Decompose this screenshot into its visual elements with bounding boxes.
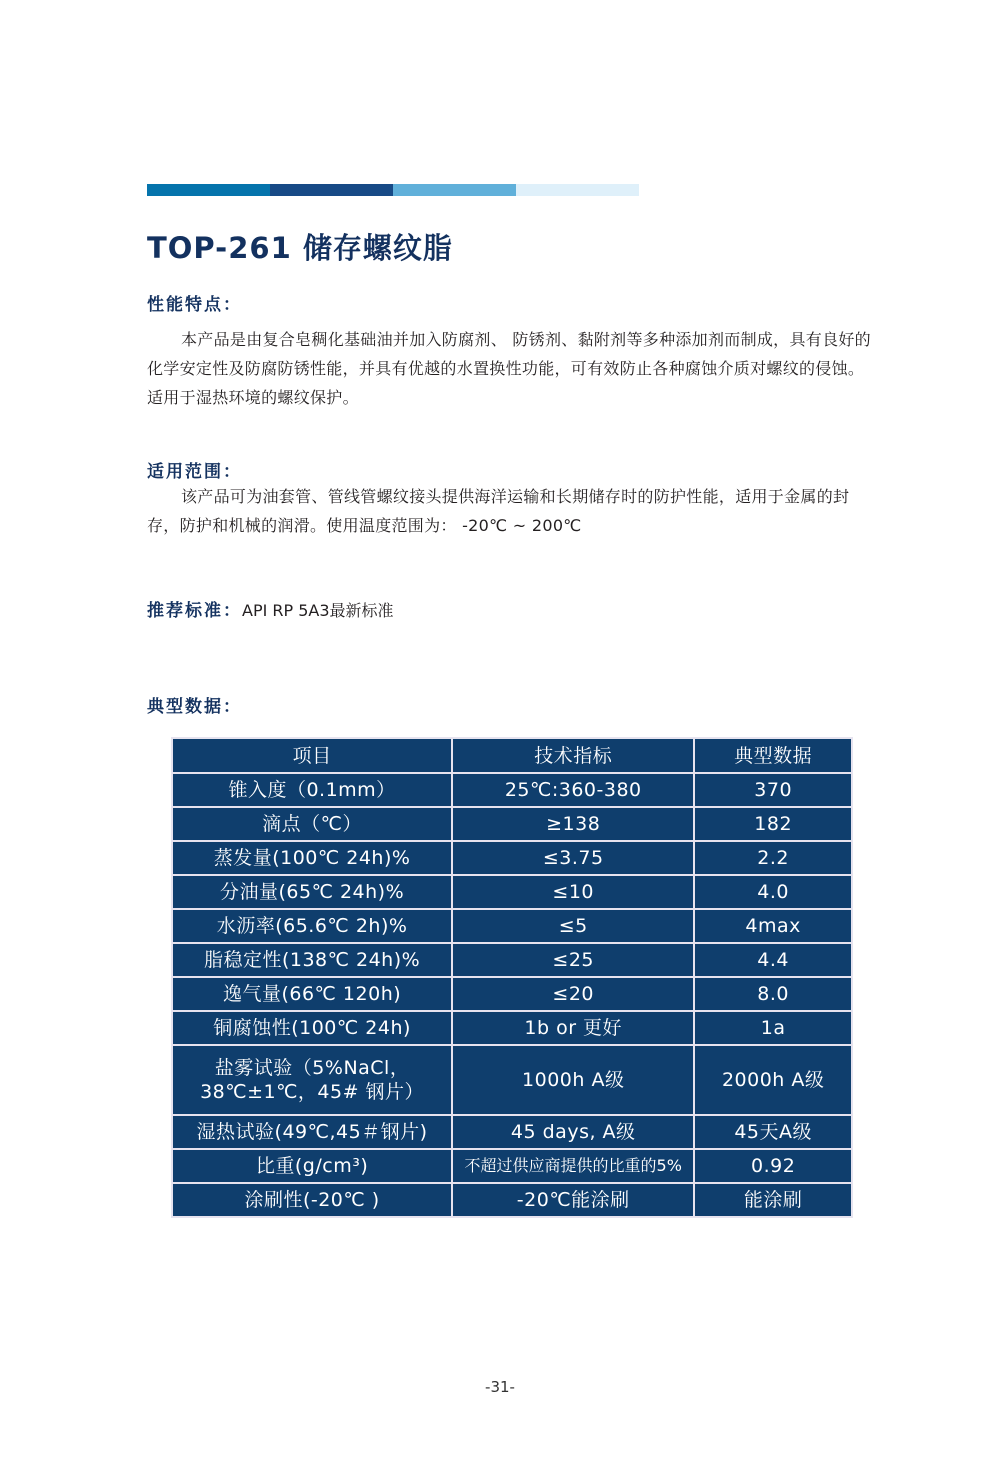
features-text: 本产品是由复合皂稠化基础油并加入防腐剂、 防锈剂、黏附剂等多种添加剂而制成，具有良好的化学安定性及防腐防锈性能，并具有优越的水置换性功能，可有效防止各种腐蚀介质对螺纹的侵蚀。适用于湿热环境的螺纹保护。	[147, 330, 871, 407]
cell-item: 滴点（℃）	[172, 807, 452, 841]
cell-item: 湿热试验(49℃,45＃钢片)	[172, 1115, 452, 1149]
cell-spec: 25℃:360-380	[452, 773, 694, 807]
features-heading: 性能特点：	[147, 295, 242, 315]
cell-typical: 2000h A级	[694, 1045, 852, 1115]
cell-typical: 1a	[694, 1011, 852, 1045]
cell-item: 涂刷性(-20℃ )	[172, 1183, 452, 1217]
header-spec: 技术指标	[452, 738, 694, 773]
salt-spray-line-1: 盐雾试验（5%NaCl，	[214, 1057, 410, 1079]
cell-spec: 45 days, A级	[452, 1115, 694, 1149]
color-bar-segment-1	[147, 184, 270, 196]
table-row	[172, 943, 852, 977]
scope-heading: 适用范围：	[147, 462, 242, 482]
cell-typical: 4.0	[694, 875, 852, 909]
table-row	[172, 1149, 852, 1183]
cell-typical: 4max	[694, 909, 852, 943]
salt-spray-line-2: 38℃±1℃，45# 钢片）	[200, 1081, 425, 1103]
typical-data-table	[171, 737, 853, 1218]
cell-typical: 4.4	[694, 943, 852, 977]
cell-typical: 370	[694, 773, 852, 807]
cell-typical: 0.92	[694, 1149, 852, 1183]
cell-spec: ≤3.75	[452, 841, 694, 875]
table-row	[172, 1183, 852, 1217]
cell-spec: ≤5	[452, 909, 694, 943]
cell-typical: 能涂刷	[694, 1183, 852, 1217]
color-bar-segment-4	[516, 184, 639, 196]
header-item: 项目	[172, 738, 452, 773]
table-row	[172, 875, 852, 909]
header-typical: 典型数据	[694, 738, 852, 773]
cell-spec: 1000h A级	[452, 1045, 694, 1115]
page-number: -31-	[485, 1378, 515, 1396]
standard-value: API RP 5A3最新标准	[242, 601, 394, 620]
cell-item	[172, 1045, 452, 1115]
table-row	[172, 1115, 852, 1149]
cell-item: 分油量(65℃ 24h)%	[172, 875, 452, 909]
table-row	[172, 807, 852, 841]
typical-data-heading: 典型数据：	[147, 697, 242, 717]
cell-spec: -20℃能涂刷	[452, 1183, 694, 1217]
table-row	[172, 1011, 852, 1045]
standard-heading	[147, 596, 394, 621]
table-row	[172, 909, 852, 943]
cell-spec: 不超过供应商提供的比重的5%	[452, 1149, 694, 1183]
cell-typical: 45天A级	[694, 1115, 852, 1149]
cell-item: 蒸发量(100℃ 24h)%	[172, 841, 452, 875]
cell-item: 水沥率(65.6℃ 2h)%	[172, 909, 452, 943]
cell-spec: ≤20	[452, 977, 694, 1011]
standard-label: 推荐标准：	[147, 601, 242, 621]
cell-spec: 1b or 更好	[452, 1011, 694, 1045]
cell-item: 铜腐蚀性(100℃ 24h)	[172, 1011, 452, 1045]
cell-typical: 8.0	[694, 977, 852, 1011]
table-row	[172, 841, 852, 875]
cell-spec: ≤10	[452, 875, 694, 909]
cell-typical: 2.2	[694, 841, 852, 875]
cell-spec: ≤25	[452, 943, 694, 977]
cell-item: 逸气量(66℃ 120h)	[172, 977, 452, 1011]
color-bar-segment-2	[270, 184, 393, 196]
color-bar-segment-3	[393, 184, 516, 196]
cell-spec: ≥138	[452, 807, 694, 841]
table-row	[172, 977, 852, 1011]
scope-text: 该产品可为油套管、管线管螺纹接头提供海洋运输和长期储存时的防护性能，适用于金属的封存，防护和机械的润滑。使用温度范围为： -20℃ ~ 200℃	[147, 487, 850, 535]
cell-typical: 182	[694, 807, 852, 841]
cell-item: 脂稳定性(138℃ 24h)%	[172, 943, 452, 977]
table-row	[172, 773, 852, 807]
cell-item: 比重(g/cm³)	[172, 1149, 452, 1183]
cell-item: 锥入度（0.1mm）	[172, 773, 452, 807]
decorative-color-bar	[147, 184, 639, 196]
table-row	[172, 1045, 852, 1115]
page-title: TOP-261 储存螺纹脂	[147, 231, 453, 265]
table-header-row	[172, 738, 852, 773]
